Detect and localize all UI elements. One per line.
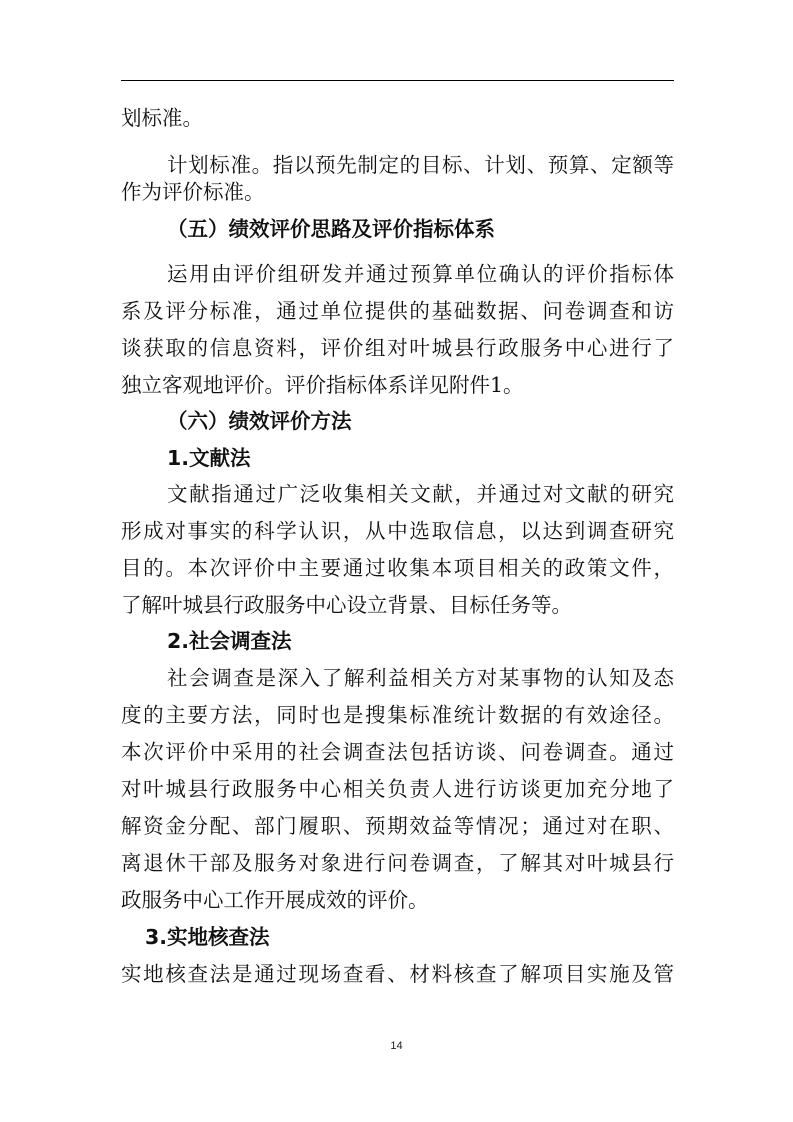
body-line: 文献指通过广泛收集相关文献，并通过对文献的研究 (167, 482, 674, 506)
body-line: 计划标准。指以预先制定的目标、计划、预算、定额等 (167, 153, 674, 177)
section-heading: （六）绩效评价方法 (167, 409, 352, 433)
body-line: 了解叶城县行政服务中心设立背景、目标任务等。 (121, 593, 572, 617)
body-line: 政服务中心工作开展成效的评价。 (121, 888, 429, 912)
body-line: 实地核查法是通过现场查看、材料核查了解项目实施及管 (121, 962, 674, 986)
body-line: 离退休干部及服务对象进行问卷调查，了解其对叶城县行 (121, 851, 674, 875)
body-line: 运用由评价组研发并通过预算单位确认的评价指标体 (167, 262, 674, 286)
subsection-heading: 3.实地核查法 (145, 925, 270, 949)
body-line: 系及评分标准，通过单位提供的基础数据、问卷调查和访 (121, 299, 674, 323)
body-line: 对叶城县行政服务中心相关负责人进行访谈更加充分地了 (121, 777, 674, 801)
body-line: 社会调查是深入了解利益相关方对某事物的认知及态 (167, 666, 674, 690)
body-line: 度的主要方法，同时也是搜集标准统计数据的有效途径。 (121, 703, 674, 727)
body-line: 作为评价标准。 (121, 180, 265, 204)
body-line: 解资金分配、部门履职、预期效益等情况；通过对在职、 (121, 814, 674, 838)
body-line: 独立客观地评价。评价指标体系详见附件1。 (121, 373, 524, 397)
body-line: 谈获取的信息资料，评价组对叶城县行政服务中心进行了 (121, 336, 674, 360)
subsection-heading: 1.文献法 (167, 446, 251, 470)
body-line: 划标准。 (121, 106, 203, 130)
subsection-heading: 2.社会调查法 (167, 629, 292, 653)
page-number: 14 (390, 1040, 403, 1052)
body-line: 本次评价中采用的社会调查法包括访谈、问卷调查。通过 (121, 740, 674, 764)
section-heading: （五）绩效评价思路及评价指标体系 (167, 217, 495, 241)
body-line: 目的。本次评价中主要通过收集本项目相关的政策文件， (121, 556, 674, 580)
body-line: 形成对事实的科学认识，从中选取信息，以达到调查研究 (121, 519, 674, 543)
header-rule (121, 80, 674, 81)
